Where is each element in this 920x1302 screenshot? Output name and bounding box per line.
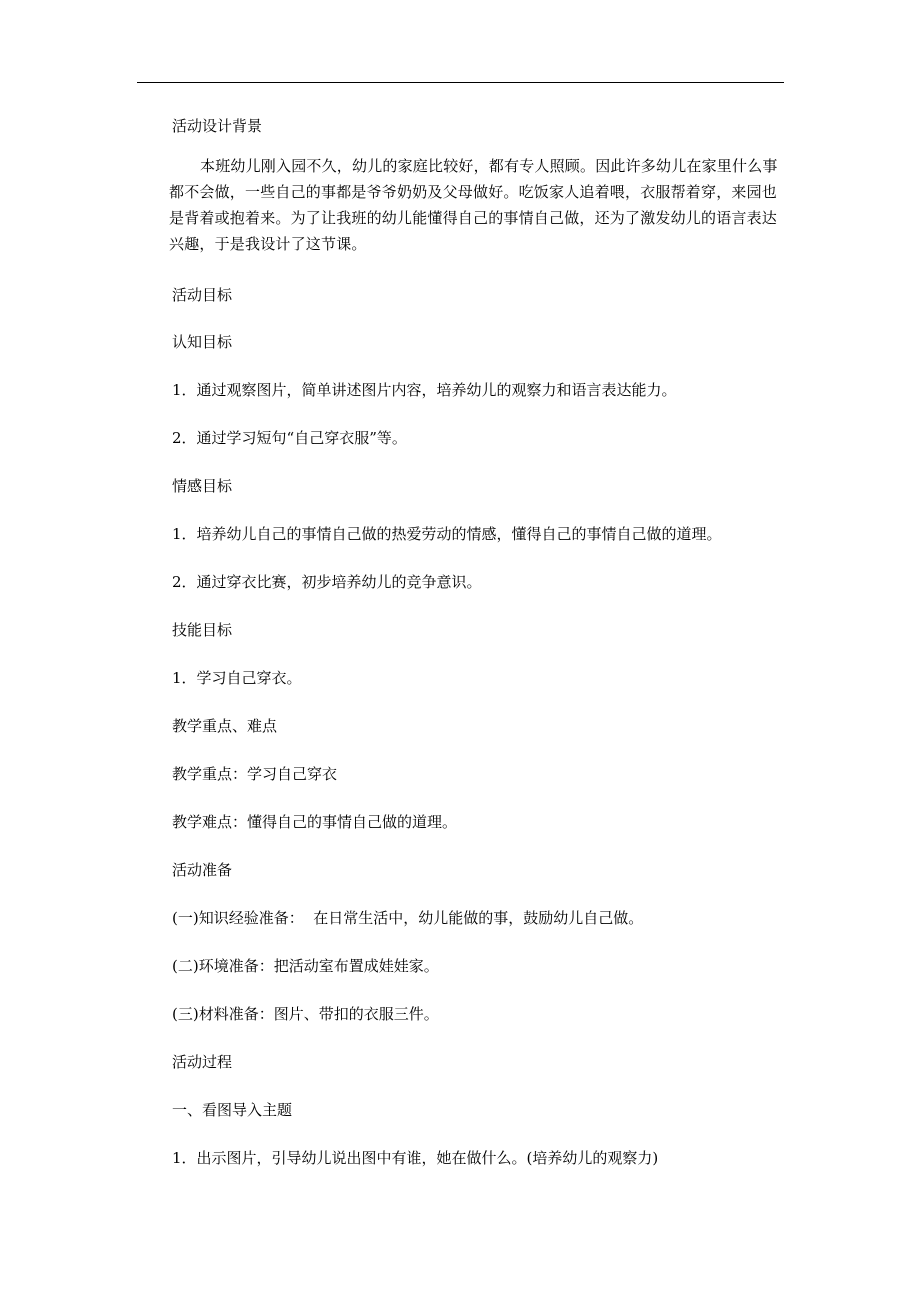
key-point: 教学重点：学习自己穿衣 xyxy=(172,765,338,783)
prep-heading: 活动准备 xyxy=(172,861,233,879)
emotional-item-1: 1．培养幼儿自己的事情自己做的热爱劳动的情感，懂得自己的事情自己做的道理。 xyxy=(172,525,722,543)
cognitive-item-1: 1．通过观察图片，简单讲述图片内容，培养幼儿的观察力和语言表达能力。 xyxy=(172,381,677,399)
skill-heading: 技能目标 xyxy=(172,621,233,639)
prep-item-3: (三)材料准备：图片、带扣的衣服三件。 xyxy=(172,1005,439,1023)
cognitive-heading: 认知目标 xyxy=(172,333,233,351)
cognitive-item-2: 2．通过学习短句“自己穿衣服”等。 xyxy=(172,429,407,447)
header-rule xyxy=(137,82,784,83)
key-heading: 教学重点、难点 xyxy=(172,717,278,735)
emotional-heading: 情感目标 xyxy=(172,477,233,495)
process-step-1: 一、看图导入主题 xyxy=(172,1101,293,1119)
goals-heading: 活动目标 xyxy=(172,286,233,304)
difficult-point: 教学难点：懂得自己的事情自己做的道理。 xyxy=(172,813,458,831)
process-step-1-item-1: 1．出示图片，引导幼儿说出图中有谁，她在做什么。(培养幼儿的观察力) xyxy=(172,1149,659,1167)
prep-item-2: (二)环境准备：把活动室布置成娃娃家。 xyxy=(172,957,439,975)
prep-item-1: (一)知识经验准备： 在日常生活中，幼儿能做的事，鼓励幼儿自己做。 xyxy=(172,909,644,927)
background-heading: 活动设计背景 xyxy=(172,117,263,135)
background-paragraph: 本班幼儿刚入园不久，幼儿的家庭比较好，都有专人照顾。因此许多幼儿在家里什么事都不会做，一些自己的事都是爷爷奶奶及父母做好。吃饭家人追着喂，衣服帮着穿，来园也是背着或抱着来。为了让我班的幼儿能懂得自己的事情自己做，还为了激发幼儿的语言表达兴趣，于是我设计了这节课。 xyxy=(169,157,778,253)
process-heading: 活动过程 xyxy=(172,1053,233,1071)
emotional-item-2: 2．通过穿衣比赛，初步培养幼儿的竞争意识。 xyxy=(172,573,482,591)
skill-item-1: 1．学习自己穿衣。 xyxy=(172,669,302,687)
